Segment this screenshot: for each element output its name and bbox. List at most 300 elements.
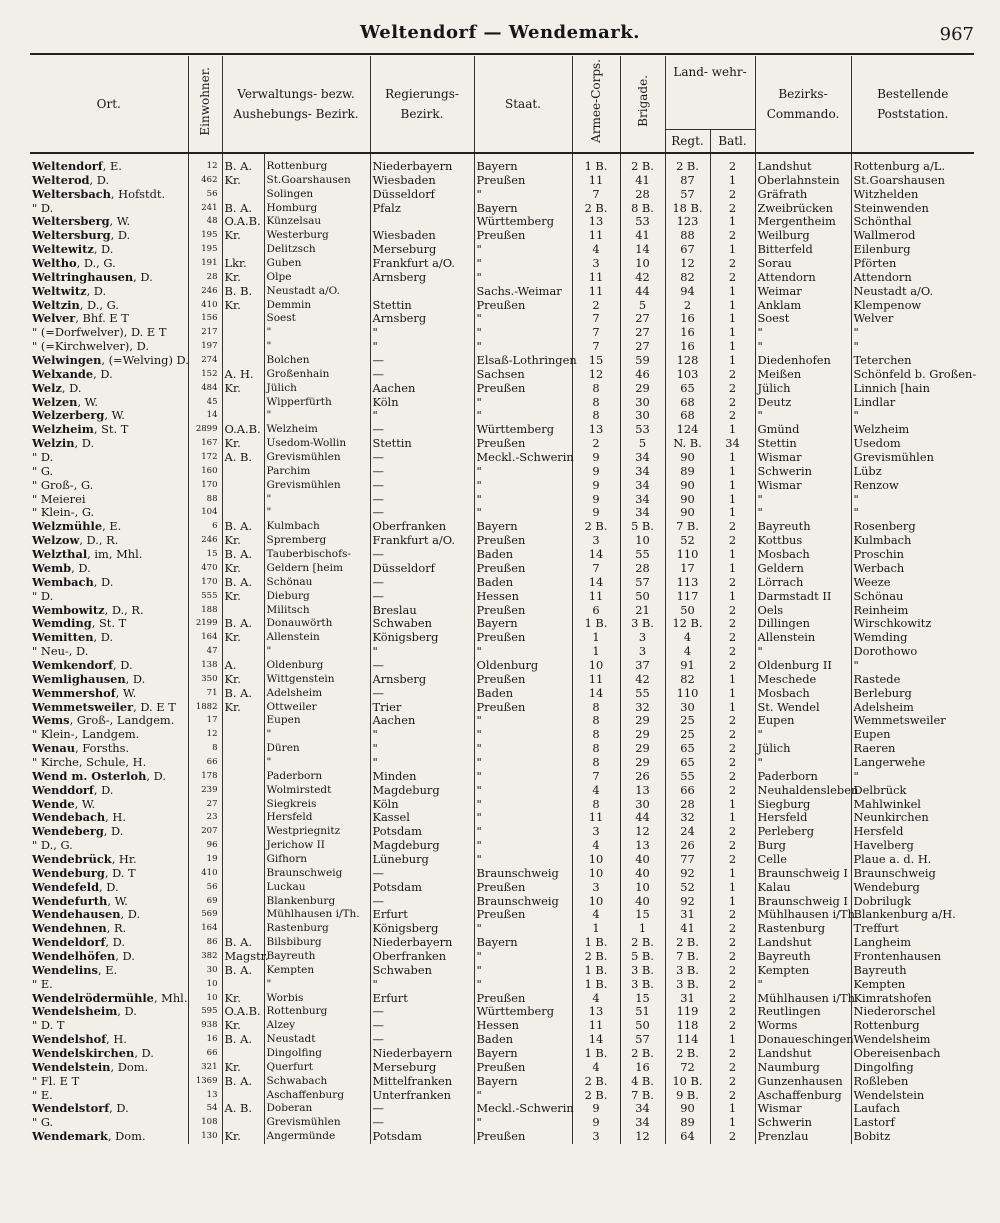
place-name: Wendelrödermühle, Mhl.: [32, 990, 188, 1005]
state: Bayern: [474, 617, 572, 631]
place-name: Wendelstein, Dom.: [30, 1061, 188, 1075]
landwehr-battalion: 1: [710, 687, 755, 701]
post-station: Blankenburg a/H.: [853, 907, 956, 922]
place-name: Welterod, D.: [30, 174, 188, 188]
army-corps: 1: [572, 922, 620, 936]
state: Bayern: [474, 520, 572, 534]
army-corps: 3: [572, 1130, 620, 1144]
landwehr-regiment: 55: [665, 770, 710, 784]
place-name: Wenddorf, D.: [30, 784, 188, 798]
admin-type: B. A.: [222, 1075, 264, 1089]
place-name: Welzheim, St. T: [30, 423, 188, 437]
admin-type: [222, 839, 264, 853]
district-command: Weilburg: [755, 229, 851, 243]
brigade: 3: [620, 645, 665, 659]
table-row: [30, 839, 974, 853]
army-corps: 8: [572, 798, 620, 812]
admin-type: [222, 243, 264, 257]
post-station: Obereisenbach: [853, 1046, 941, 1060]
admin-type: Kr.: [222, 701, 264, 715]
army-corps: 11: [572, 285, 620, 299]
admin-district: Hersfeld: [264, 811, 370, 825]
landwehr-regiment: 110: [665, 548, 710, 562]
table-row: [30, 784, 974, 798]
state: Hessen: [474, 590, 572, 604]
population: 66: [188, 756, 222, 770]
admin-district: Donauwörth: [264, 617, 370, 631]
post-station: Linnich [hain: [853, 380, 930, 395]
army-corps: 2 B.: [572, 1089, 620, 1103]
state: Preußen: [474, 701, 572, 715]
govt-district: Potsdam: [370, 825, 474, 839]
population: 1369: [188, 1075, 222, 1089]
post-station: Plaue a. d. H.: [853, 851, 932, 866]
population: 10: [188, 992, 222, 1006]
state: Preußen: [474, 174, 572, 188]
army-corps: 4: [572, 784, 620, 798]
landwehr-battalion: 2: [710, 202, 755, 216]
landwehr-regiment: 2 B.: [665, 1047, 710, 1061]
state: Bayern: [474, 1047, 572, 1061]
landwehr-battalion: 2: [710, 1061, 755, 1075]
post-station: ": [853, 768, 859, 783]
army-corps: 8: [572, 409, 620, 423]
landwehr-regiment: 117: [665, 590, 710, 604]
army-corps: 4: [572, 908, 620, 922]
place-name: Welzthal, im, Mhl.: [30, 548, 188, 562]
admin-type: [222, 604, 264, 618]
state: Preußen: [474, 604, 572, 618]
table-row: [30, 326, 974, 340]
table-row: [30, 285, 974, 299]
admin-district: Geldern [heim: [264, 562, 370, 576]
place-name: Wend m. Osterloh, D.: [30, 770, 188, 784]
landwehr-battalion: 2: [710, 153, 755, 174]
landwehr-battalion: 1: [710, 340, 755, 354]
landwehr-battalion: 2: [710, 770, 755, 784]
brigade: 2 B.: [620, 936, 665, 950]
brigade: 34: [620, 465, 665, 479]
population: 2199: [188, 617, 222, 631]
admin-type: Kr.: [222, 229, 264, 243]
state: Meckl.-Schwerin: [474, 1102, 572, 1116]
place-name: Wems, Groß-, Landgem.: [30, 714, 188, 728]
admin-district: Großenhain: [264, 368, 370, 382]
admin-district: Allenstein: [264, 631, 370, 645]
brigade: 27: [620, 326, 665, 340]
table-row: [30, 1130, 974, 1144]
govt-district: —: [370, 506, 474, 520]
district-command: Bitterfeld: [755, 243, 851, 257]
govt-district: Magdeburg: [370, 784, 474, 798]
population: 246: [188, 534, 222, 548]
admin-district: Demmin: [264, 299, 370, 313]
post-station: Grevismühlen: [853, 450, 934, 465]
state: ": [474, 1089, 572, 1103]
post-station: Raeren: [853, 741, 896, 756]
table-row: [30, 188, 974, 202]
army-corps: 3: [572, 825, 620, 839]
state: ": [474, 493, 572, 507]
brigade: 15: [620, 992, 665, 1006]
place-name: Wendefurth, W.: [30, 895, 188, 909]
state: Preußen: [474, 673, 572, 687]
table-row: [30, 950, 974, 964]
district-command: Kottbus: [755, 534, 851, 548]
landwehr-battalion: 1: [710, 1102, 755, 1116]
table-row: [30, 936, 974, 950]
admin-type: B. A.: [222, 1033, 264, 1047]
district-command: Rastenburg: [755, 922, 851, 936]
brigade: 8 B.: [620, 202, 665, 216]
admin-type: [222, 354, 264, 368]
govt-district: Köln: [370, 396, 474, 410]
place-name: Weltersbach, Hofstdt.: [30, 188, 188, 202]
army-corps: 13: [572, 1005, 620, 1019]
admin-district: Dieburg: [264, 590, 370, 604]
population: 178: [188, 770, 222, 784]
col-einwohner: Einwohner.: [188, 56, 222, 153]
landwehr-regiment: 82: [665, 673, 710, 687]
admin-district: ": [264, 978, 370, 992]
district-command: Siegburg: [755, 798, 851, 812]
population: 86: [188, 936, 222, 950]
landwehr-battalion: 2: [710, 188, 755, 202]
state: ": [474, 312, 572, 326]
landwehr-battalion: 1: [710, 479, 755, 493]
brigade: 34: [620, 493, 665, 507]
landwehr-battalion: 1: [710, 701, 755, 715]
brigade: 5: [620, 299, 665, 313]
place-name: " Klein-, G.: [30, 506, 188, 520]
brigade: 42: [620, 271, 665, 285]
landwehr-battalion: 1: [710, 465, 755, 479]
govt-district: —: [370, 1033, 474, 1047]
population: 15: [188, 548, 222, 562]
govt-district: Merseburg: [370, 1061, 474, 1075]
post-station: Rottenburg a/L.: [853, 159, 945, 173]
army-corps: 13: [572, 215, 620, 229]
admin-district: Gifhorn: [264, 853, 370, 867]
landwehr-regiment: 30: [665, 701, 710, 715]
landwehr-battalion: 1: [710, 811, 755, 825]
landwehr-battalion: 2: [710, 368, 755, 382]
district-command: Braunschweig I: [755, 867, 851, 881]
admin-district: Homburg: [264, 202, 370, 216]
landwehr-battalion: 1: [710, 1116, 755, 1130]
landwehr-battalion: 2: [710, 576, 755, 590]
army-corps: 4: [572, 992, 620, 1006]
govt-district: Aachen: [370, 382, 474, 396]
population: 217: [188, 326, 222, 340]
brigade: 34: [620, 451, 665, 465]
state: Elsaß-Lothringen: [474, 354, 572, 368]
brigade: 41: [620, 229, 665, 243]
army-corps: 8: [572, 382, 620, 396]
population: 6: [188, 520, 222, 534]
brigade: 3: [620, 631, 665, 645]
post-station: Wemmetsweiler: [853, 713, 946, 728]
landwehr-regiment: 9 B.: [665, 1089, 710, 1103]
army-corps: 13: [572, 423, 620, 437]
col-regierung: Regierungs- Bezirk.: [370, 56, 474, 153]
landwehr-battalion: 2: [710, 1130, 755, 1144]
place-name: " D., G.: [30, 839, 188, 853]
landwehr-regiment: 89: [665, 465, 710, 479]
landwehr-regiment: 3 B.: [665, 964, 710, 978]
army-corps: 1: [572, 631, 620, 645]
landwehr-battalion: 1: [710, 673, 755, 687]
district-command: Kalau: [755, 881, 851, 895]
landwehr-regiment: 18 B.: [665, 202, 710, 216]
admin-district: Bolchen: [264, 354, 370, 368]
govt-district: Trier: [370, 701, 474, 715]
table-row: [30, 534, 974, 548]
landwehr-regiment: 90: [665, 451, 710, 465]
govt-district: [370, 215, 474, 229]
population: 56: [188, 188, 222, 202]
brigade: 12: [620, 1130, 665, 1144]
table-row: [30, 202, 974, 216]
table-row: [30, 1033, 974, 1047]
post-station: Langheim: [853, 935, 912, 950]
district-command: ": [755, 978, 851, 992]
admin-district: Tauberbischofs-: [264, 548, 370, 562]
admin-district: Adelsheim: [264, 687, 370, 701]
brigade: 57: [620, 1033, 665, 1047]
landwehr-regiment: 90: [665, 1102, 710, 1116]
govt-district: ": [370, 978, 474, 992]
district-command: Wismar: [755, 1102, 851, 1116]
place-name: " G.: [30, 1116, 188, 1130]
district-command: Perleberg: [755, 825, 851, 839]
table-row: [30, 562, 974, 576]
landwehr-regiment: 68: [665, 409, 710, 423]
place-name: Weltendorf, E.: [30, 153, 188, 174]
place-name: Wemmetsweiler, D. E T: [30, 701, 188, 715]
place-name: Welz, D.: [30, 382, 188, 396]
landwehr-regiment: 16: [665, 312, 710, 326]
admin-district: St.Goarshausen: [264, 174, 370, 188]
population: 167: [188, 437, 222, 451]
post-station: ": [853, 491, 859, 506]
population: 938: [188, 1019, 222, 1033]
table-row: [30, 978, 974, 992]
district-command: Landshut: [755, 153, 851, 174]
brigade: 29: [620, 728, 665, 742]
district-command: Schwerin: [755, 465, 851, 479]
district-command: Wismar: [755, 451, 851, 465]
district-command: Mühlhausen i/Th.: [755, 992, 851, 1006]
table-row: [30, 992, 974, 1006]
district-command: Darmstadt II: [755, 590, 851, 604]
district-command: ": [755, 506, 851, 520]
state: Hessen: [474, 1019, 572, 1033]
admin-type: A. H.: [222, 368, 264, 382]
district-command: Gmünd: [755, 423, 851, 437]
admin-type: [222, 409, 264, 423]
post-station: Hersfeld: [853, 824, 904, 839]
district-command: Mosbach: [755, 687, 851, 701]
landwehr-regiment: 24: [665, 825, 710, 839]
state: Baden: [474, 687, 572, 701]
running-title: Weltendorf — Wendemark.: [360, 22, 640, 43]
landwehr-battalion: 2: [710, 229, 755, 243]
landwehr-regiment: 2: [665, 299, 710, 313]
post-station: Welver: [853, 311, 894, 326]
table-row: [30, 701, 974, 715]
landwehr-battalion: 2: [710, 978, 755, 992]
brigade: 32: [620, 701, 665, 715]
place-name: Wendelshof, H.: [30, 1033, 188, 1047]
landwehr-regiment: 113: [665, 576, 710, 590]
district-command: Jülich: [755, 742, 851, 756]
admin-type: [222, 853, 264, 867]
post-station: Langerwehe: [853, 754, 926, 769]
army-corps: 11: [572, 811, 620, 825]
table-body: [30, 153, 977, 1144]
population: 241: [188, 202, 222, 216]
state: ": [474, 978, 572, 992]
landwehr-battalion: 2: [710, 604, 755, 618]
place-name: Welzen, W.: [30, 396, 188, 410]
district-command: Dillingen: [755, 617, 851, 631]
brigade: 7 B.: [620, 1089, 665, 1103]
population: 104: [188, 506, 222, 520]
table-row: [30, 1075, 974, 1089]
population: 188: [188, 604, 222, 618]
state: Oldenburg: [474, 659, 572, 673]
admin-district: Jülich: [264, 382, 370, 396]
landwehr-battalion: 2: [710, 922, 755, 936]
landwehr-battalion: 2: [710, 825, 755, 839]
post-station: Proschin: [853, 547, 905, 562]
district-command: Braunschweig I: [755, 895, 851, 909]
population: 274: [188, 354, 222, 368]
army-corps: 3: [572, 534, 620, 548]
admin-type: O.A.B.: [222, 423, 264, 437]
admin-district: ": [264, 506, 370, 520]
admin-district: Oldenburg: [264, 659, 370, 673]
admin-district: ": [264, 326, 370, 340]
place-name: " E.: [30, 978, 188, 992]
post-station: Kulmbach: [853, 533, 912, 548]
admin-district: Usedom-Wollin: [264, 437, 370, 451]
place-name: " G.: [30, 465, 188, 479]
population: 207: [188, 825, 222, 839]
army-corps: 8: [572, 396, 620, 410]
place-name: " D. T: [30, 1019, 188, 1033]
landwehr-regiment: 28: [665, 798, 710, 812]
brigade: 55: [620, 687, 665, 701]
post-station: Dingolfing: [853, 1059, 914, 1074]
army-corps: 4: [572, 243, 620, 257]
landwehr-regiment: 52: [665, 534, 710, 548]
landwehr-battalion: 2: [710, 950, 755, 964]
col-brigade: Brigade.: [620, 56, 665, 153]
landwehr-battalion: 2: [710, 409, 755, 423]
landwehr-battalion: 34: [710, 437, 755, 451]
landwehr-battalion: 1: [710, 312, 755, 326]
population: 96: [188, 839, 222, 853]
state: ": [474, 396, 572, 410]
brigade: 30: [620, 396, 665, 410]
admin-district: Grevismühlen: [264, 451, 370, 465]
govt-district: —: [370, 1019, 474, 1033]
brigade: 2 B.: [620, 153, 665, 174]
admin-district: Aschaffenburg: [264, 1089, 370, 1103]
table-row: [30, 908, 974, 922]
state: Preußen: [474, 562, 572, 576]
govt-district: —: [370, 1102, 474, 1116]
govt-district: Oberfranken: [370, 520, 474, 534]
population: 195: [188, 229, 222, 243]
brigade: 53: [620, 215, 665, 229]
landwehr-battalion: 2: [710, 1005, 755, 1019]
admin-type: [222, 396, 264, 410]
landwehr-regiment: 66: [665, 784, 710, 798]
govt-district: Frankfurt a/O.: [370, 534, 474, 548]
govt-district: —: [370, 895, 474, 909]
post-station: St.Goarshausen: [853, 172, 945, 187]
table-row: [30, 590, 974, 604]
govt-district: Potsdam: [370, 1130, 474, 1144]
post-station: Wallmerod: [853, 228, 916, 243]
state: Preußen: [474, 908, 572, 922]
population: 239: [188, 784, 222, 798]
admin-type: [222, 465, 264, 479]
post-station: Niederorschel: [853, 1004, 936, 1019]
govt-district: Düsseldorf: [370, 562, 474, 576]
table-row: [30, 1102, 974, 1116]
landwehr-battalion: 1: [710, 215, 755, 229]
post-station: ": [853, 505, 859, 520]
district-command: Meschede: [755, 673, 851, 687]
header-row: [30, 56, 974, 153]
govt-district: Aachen: [370, 714, 474, 728]
place-name: Wemb, D.: [30, 562, 188, 576]
state: ": [474, 465, 572, 479]
army-corps: 9: [572, 506, 620, 520]
district-command: Oels: [755, 604, 851, 618]
admin-district: Kempten: [264, 964, 370, 978]
admin-district: Siegkreis: [264, 798, 370, 812]
place-name: Wendelsheim, D.: [30, 1005, 188, 1019]
population: 246: [188, 285, 222, 299]
post-station: Eupen: [853, 727, 891, 742]
place-name: Wendehnen, R.: [30, 922, 188, 936]
table-row: [30, 506, 974, 520]
place-name: Wendeldorf, D.: [30, 936, 188, 950]
district-command: ": [755, 756, 851, 770]
brigade: 40: [620, 895, 665, 909]
landwehr-battalion: 1: [710, 174, 755, 188]
admin-type: [222, 1089, 264, 1103]
state: ": [474, 784, 572, 798]
admin-type: [222, 645, 264, 659]
admin-type: B. A.: [222, 687, 264, 701]
state: Braunschweig: [474, 895, 572, 909]
table-row: [30, 409, 974, 423]
brigade: 27: [620, 340, 665, 354]
post-station: Steinwenden: [853, 200, 929, 215]
govt-district: Niederbayern: [370, 936, 474, 950]
population: 12: [188, 728, 222, 742]
state: Braunschweig: [474, 867, 572, 881]
post-station: Renzow: [853, 477, 899, 492]
table-row: [30, 714, 974, 728]
place-name: Weltho, D., G.: [30, 257, 188, 271]
